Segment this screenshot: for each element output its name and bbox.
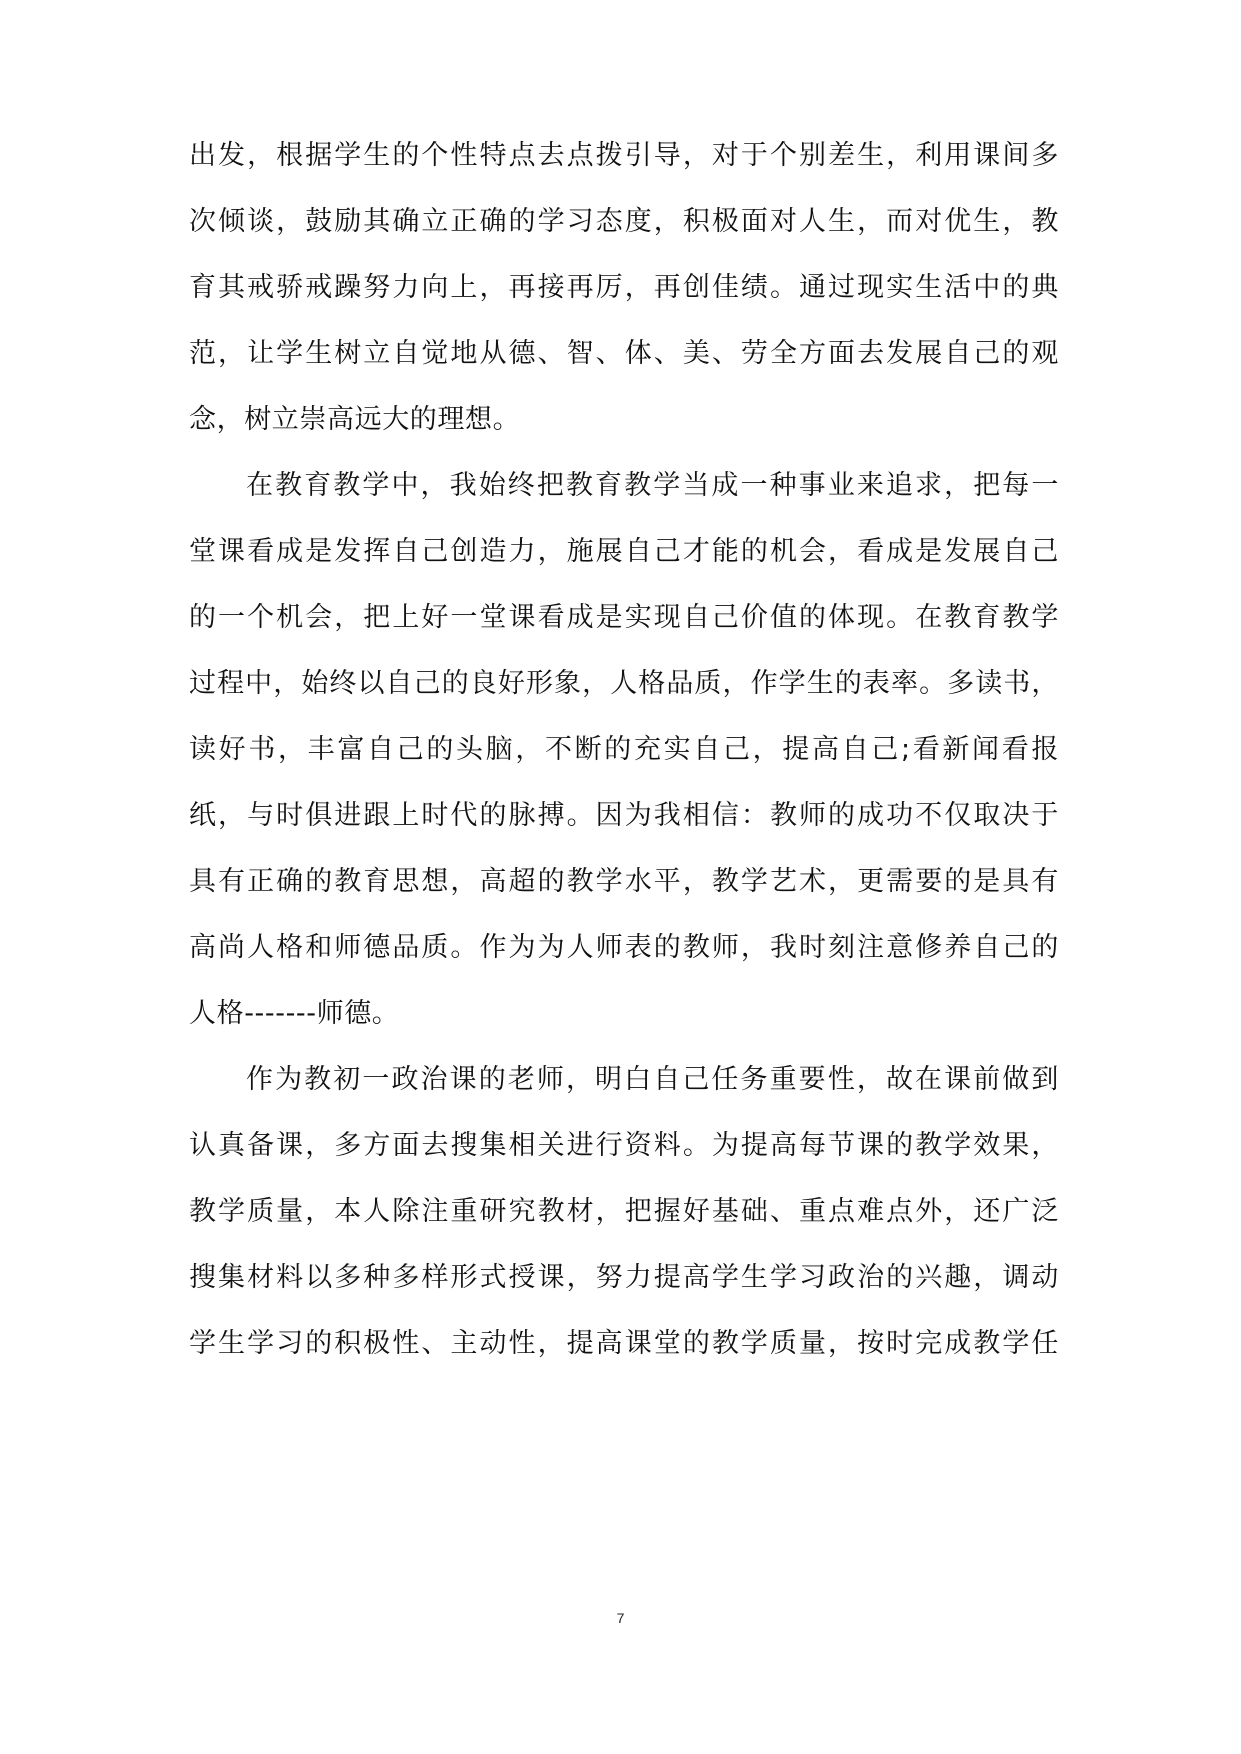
text-line: 范，让学生树立自觉地从德、智、体、美、劳全方面去发展自己的观 [189,338,1059,369]
text-line: 读好书，丰富自己的头脑，不断的充实自己，提高自己;看新闻看报 [189,734,1059,765]
paragraph-first-line: 作为教初一政治课的老师，明白自己任务重要性，故在课前做到 [246,1064,1059,1095]
text-line: 念，树立崇高远大的理想。 [189,404,521,435]
text-line: 堂课看成是发挥自己创造力，施展自己才能的机会，看成是发展自己 [189,536,1059,567]
text-line: 人格-------师德。 [189,998,400,1029]
text-line: 搜集材料以多种多样形式授课，努力提高学生学习政治的兴趣，调动 [189,1262,1059,1293]
paragraph-first-line: 在教育教学中，我始终把教育教学当成一种事业来追求，把每一 [246,470,1059,501]
text-line: 过程中，始终以自己的良好形象，人格品质，作学生的表率。多读书， [189,668,1059,699]
text-line: 教学质量，本人除注重研究教材，把握好基础、重点难点外，还广泛 [189,1196,1059,1227]
page-number: 7 [616,1610,625,1626]
text-line: 具有正确的教育思想，高超的教学水平，教学艺术，更需要的是具有 [189,866,1059,897]
text-line: 学生学习的积极性、主动性，提高课堂的教学质量，按时完成教学任 [189,1328,1059,1359]
text-line: 高尚人格和师德品质。作为为人师表的教师，我时刻注意修养自己的 [189,932,1059,963]
text-line: 的一个机会，把上好一堂课看成是实现自己价值的体现。在教育教学 [189,602,1059,633]
text-line: 育其戒骄戒躁努力向上，再接再厉，再创佳绩。通过现实生活中的典 [189,272,1059,303]
text-line: 出发，根据学生的个性特点去点拨引导，对于个别差生，利用课间多 [189,140,1059,171]
text-line: 纸，与时俱进跟上时代的脉搏。因为我相信：教师的成功不仅取决于 [189,800,1059,831]
text-line: 次倾谈，鼓励其确立正确的学习态度，积极面对人生，而对优生，教 [189,206,1059,237]
text-line: 认真备课，多方面去搜集相关进行资料。为提高每节课的教学效果， [189,1130,1059,1161]
